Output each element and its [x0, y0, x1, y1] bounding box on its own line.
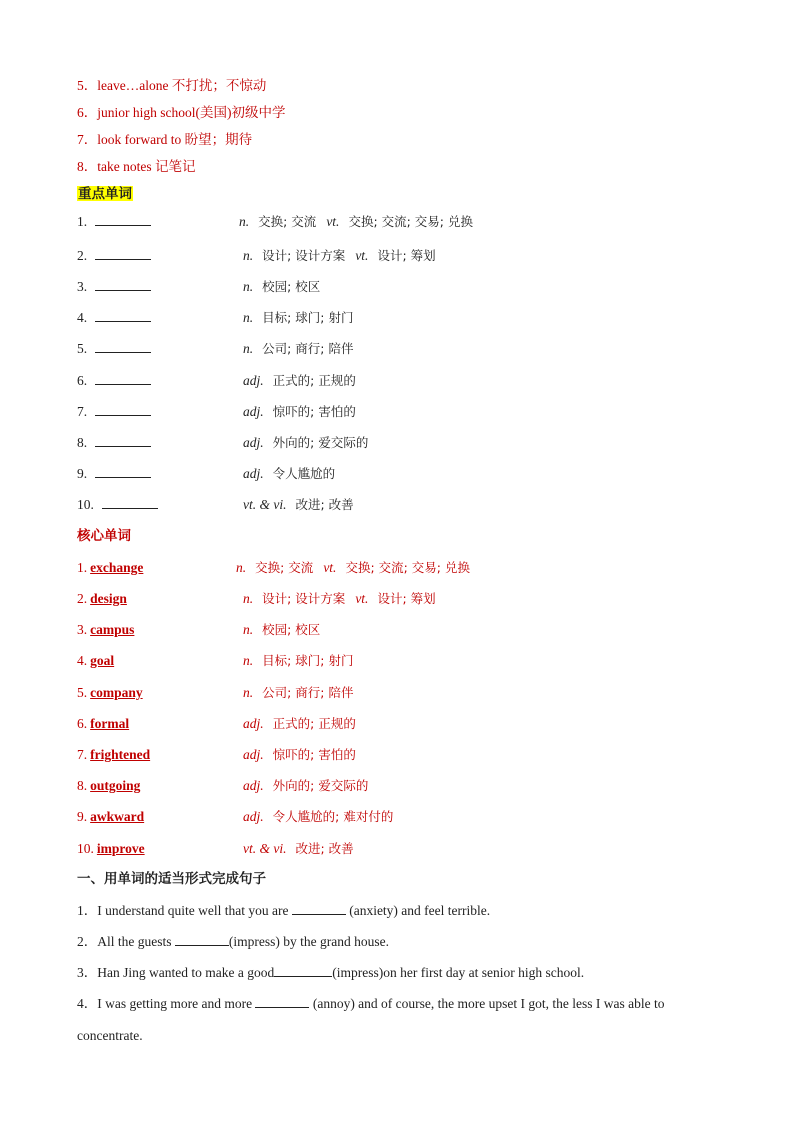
key-words-heading [77, 185, 133, 203]
part-of-speech-2: vt. [355, 248, 369, 263]
part-of-speech-2: vt. [355, 591, 369, 606]
core-word-definition [243, 684, 354, 702]
phrase-7: 7．look forward to 盼望；期待 [77, 132, 253, 147]
core-word-answer: company [90, 685, 143, 700]
key-word-definition [243, 496, 354, 514]
definition-text: 改进; 改善 [295, 841, 354, 856]
definition-text: 外向的; 爱交际的 [272, 778, 369, 793]
key-word-definition [243, 278, 320, 296]
core-word-row [77, 652, 114, 670]
core-word-number: 8. [77, 778, 88, 793]
part-of-speech: n. [243, 653, 254, 668]
core-word-number: 2. [77, 591, 88, 606]
sentence-3-part-a: 3．Han Jing wanted to make a good [77, 965, 275, 980]
core-word-definition [243, 652, 354, 670]
part-of-speech: n. [243, 310, 254, 325]
sentence-2-part-a: 2．All the guests [77, 934, 175, 949]
part-of-speech: n. [236, 560, 247, 575]
exercise-sentence-4 [77, 995, 664, 1013]
phrase-5: 5．leave…alone 不打扰；不惊动 [77, 78, 267, 93]
sentence-2-part-b: (impress) by the grand house. [228, 934, 389, 949]
key-word-number: 1. [77, 214, 88, 229]
key-word-number: 10. [77, 497, 94, 512]
core-word-row [77, 840, 145, 858]
key-word-number: 9. [77, 466, 88, 481]
definition-text: 外向的; 爱交际的 [272, 435, 369, 450]
core-words-heading: 核心单词 [77, 528, 131, 543]
definition-text: 惊吓的; 害怕的 [272, 404, 356, 419]
key-word-definition [243, 403, 356, 421]
key-word-definition [243, 372, 356, 390]
core-word-row [77, 621, 134, 639]
core-word-number: 4. [77, 653, 88, 668]
key-word-definition [243, 247, 436, 265]
part-of-speech: adj. [243, 466, 264, 481]
part-of-speech: n. [243, 248, 254, 263]
key-word-blank[interactable] [95, 247, 151, 260]
key-word-number: 5. [77, 341, 88, 356]
part-of-speech: n. [243, 622, 254, 637]
definition-text: 令人尴尬的; 难对付的 [272, 809, 394, 824]
key-word-number: 4. [77, 310, 88, 325]
definition-text: 惊吓的; 害怕的 [272, 747, 356, 762]
core-word-row [77, 715, 129, 733]
key-word-row [77, 309, 151, 327]
exercise-sentence-4-continued: concentrate. [77, 1028, 143, 1043]
sentence-1-part-b: (anxiety) and feel terrible. [345, 903, 491, 918]
core-word-answer: campus [90, 622, 135, 637]
core-word-definition [236, 559, 470, 577]
key-word-blank[interactable] [95, 403, 151, 416]
core-word-number: 1. [77, 560, 88, 575]
definition-text: 校园; 校区 [262, 622, 321, 637]
part-of-speech: n. [243, 591, 254, 606]
definition-text: 改进; 改善 [295, 497, 354, 512]
part-of-speech: n. [243, 685, 254, 700]
core-word-answer: improve [96, 841, 145, 856]
core-word-answer: goal [90, 653, 115, 668]
core-word-number: 6. [77, 716, 88, 731]
key-word-definition [243, 434, 368, 452]
part-of-speech: n. [243, 279, 254, 294]
definition-text-2: 交换; 交流; 交易; 兑换 [345, 560, 470, 575]
core-word-definition [243, 840, 354, 858]
key-word-row [77, 403, 151, 421]
core-word-row [77, 777, 140, 795]
part-of-speech: adj. [243, 373, 264, 388]
definition-text: 校园; 校区 [262, 279, 321, 294]
definition-text: 交换; 交流 [255, 560, 314, 575]
definition-text: 令人尴尬的 [272, 466, 336, 481]
core-word-definition [243, 621, 320, 639]
answer-blank-2[interactable] [175, 933, 229, 946]
key-word-number: 7. [77, 404, 88, 419]
key-words-heading-text: 重点单词 [78, 186, 132, 201]
core-word-number: 9. [77, 809, 88, 824]
definition-text: 设计; 设计方案 [262, 248, 346, 263]
answer-blank-1[interactable] [292, 902, 346, 915]
definition-text: 公司; 商行; 陪伴 [262, 341, 354, 356]
key-word-row [77, 213, 151, 231]
core-word-answer: frightened [90, 747, 151, 762]
key-word-row [77, 340, 151, 358]
exercise-sentence-2 [77, 933, 389, 951]
definition-text-2: 设计; 筹划 [377, 248, 436, 263]
core-word-row [77, 684, 143, 702]
core-word-definition [243, 715, 356, 733]
exercise-sentence-3 [77, 964, 584, 982]
core-word-answer: awkward [90, 809, 145, 824]
key-word-blank[interactable] [95, 434, 151, 447]
key-word-definition [239, 213, 473, 231]
part-of-speech: adj. [243, 404, 264, 419]
part-of-speech: vt. & vi. [243, 841, 287, 856]
core-word-row [77, 746, 150, 764]
key-word-blank[interactable] [95, 278, 151, 291]
key-word-blank[interactable] [95, 372, 151, 385]
core-word-number: 10. [77, 841, 94, 856]
definition-text: 设计; 设计方案 [262, 591, 346, 606]
core-word-definition [243, 746, 356, 764]
core-word-number: 3. [77, 622, 88, 637]
key-word-number: 2. [77, 248, 88, 263]
core-word-row [77, 808, 144, 826]
answer-blank-4[interactable] [255, 995, 309, 1008]
sentence-4-part-a: 4．I was getting more and more [77, 996, 256, 1011]
definition-text: 目标; 球门; 射门 [262, 310, 354, 325]
key-word-blank[interactable] [95, 309, 151, 322]
key-word-blank[interactable] [95, 213, 151, 226]
key-word-number: 8. [77, 435, 88, 450]
phrase-6: 6．junior high school(美国)初级中学 [77, 105, 286, 120]
definition-text: 目标; 球门; 射门 [262, 653, 354, 668]
exercise-heading: 一、用单词的适当形式完成句子 [77, 871, 266, 886]
definition-text-2: 交换; 交流; 交易; 兑换 [348, 214, 473, 229]
core-word-definition [243, 590, 436, 608]
key-word-number: 3. [77, 279, 88, 294]
part-of-speech: adj. [243, 809, 264, 824]
definition-text: 交换; 交流 [258, 214, 317, 229]
core-word-answer: exchange [90, 560, 144, 575]
core-word-definition [243, 808, 393, 826]
part-of-speech: adj. [243, 778, 264, 793]
part-of-speech-2: vt. [323, 560, 337, 575]
part-of-speech: adj. [243, 747, 264, 762]
definition-text: 正式的; 正规的 [272, 373, 356, 388]
key-word-blank[interactable] [95, 465, 151, 478]
part-of-speech: vt. & vi. [243, 497, 287, 512]
definition-text-2: 设计; 筹划 [377, 591, 436, 606]
core-word-number: 7. [77, 747, 88, 762]
part-of-speech: n. [239, 214, 250, 229]
phrase-8: 8．take notes 记笔记 [77, 159, 196, 174]
key-word-row [77, 372, 151, 390]
part-of-speech: adj. [243, 716, 264, 731]
core-word-number: 5. [77, 685, 88, 700]
key-word-row [77, 247, 151, 265]
sentence-3-part-b: (impress)on her first day at senior high school. [332, 965, 585, 980]
key-word-definition [243, 340, 354, 358]
definition-text: 公司; 商行; 陪伴 [262, 685, 354, 700]
core-word-row [77, 559, 143, 577]
key-word-definition [243, 309, 354, 327]
key-word-number: 6. [77, 373, 88, 388]
core-word-row [77, 590, 127, 608]
sentence-4-part-b: (annoy) and of course, the more upset I got, the less I was able to [309, 996, 665, 1011]
key-word-row [77, 434, 151, 452]
key-word-definition [243, 465, 335, 483]
part-of-speech-2: vt. [326, 214, 340, 229]
key-word-row [77, 278, 151, 296]
sentence-1-part-a: 1．I understand quite well that you are [77, 903, 292, 918]
part-of-speech: n. [243, 341, 254, 356]
definition-text: 正式的; 正规的 [272, 716, 356, 731]
key-word-blank[interactable] [95, 340, 151, 353]
answer-blank-3[interactable] [274, 964, 332, 977]
core-word-definition [243, 777, 368, 795]
core-word-answer: design [90, 591, 127, 606]
part-of-speech: adj. [243, 435, 264, 450]
key-word-blank[interactable] [102, 496, 158, 509]
exercise-sentence-1 [77, 902, 490, 920]
key-word-row [77, 496, 158, 514]
core-word-answer: formal [90, 716, 130, 731]
core-word-answer: outgoing [90, 778, 141, 793]
key-word-row [77, 465, 151, 483]
